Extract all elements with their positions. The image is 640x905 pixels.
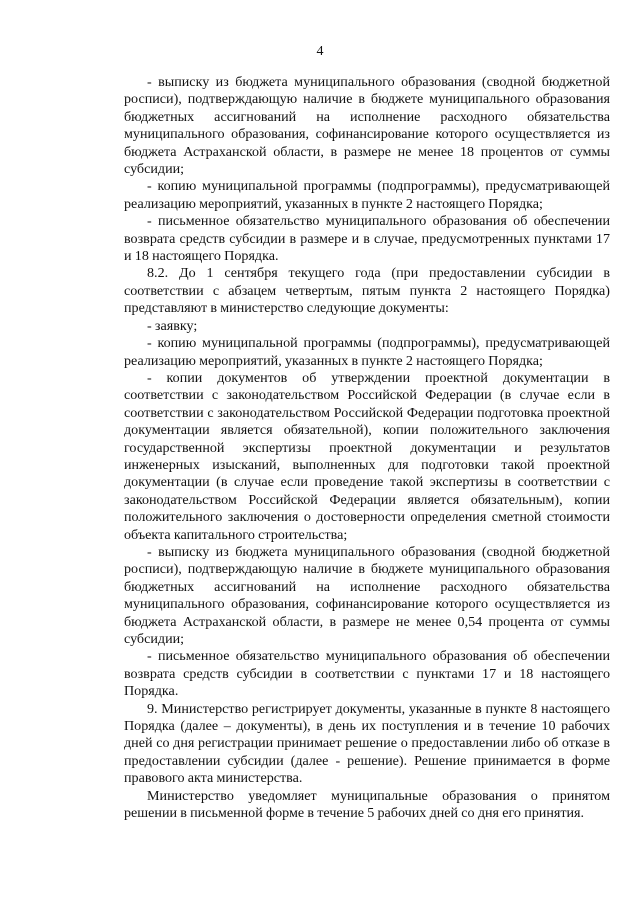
paragraph-8-2: 8.2. До 1 сентября текущего года (при предоставлении субсидии в соответствии с абзацем четвертым, пятым пункта 2 настоящего Порядка) представляют в министерство следующие документы: [124,265,610,317]
paragraph-budget-extract-18: - выписку из бюджета муниципального образования (сводной бюджетной росписи), подтверждающую наличие в бюджете муниципального образования бюджетных ассигнований на исполнение расходного обязательства муниципального образования, софинансирование которого осуществляется из бюджета Астраханской области, в размере не менее 18 процентов от суммы субсидии; [124,74,610,178]
paragraph-program-copy-2: - копию муниципальной программы (подпрограммы), предусматривающей реализацию мероприятий, указанных в пункте 2 настоящего Порядка; [124,335,610,369]
paragraph-9: 9. Министерство регистрирует документы, указанные в пункте 8 настоящего Порядка (далее – документы), в день их поступления и в течение 10 рабочих дней со дня регистрации принимает решение о предоставлении либо об отказе в предоставлении субсидии (далее - решение). Решение принимается в форме правового акта министерства. [124,700,610,787]
paragraph-budget-extract-054: - выписку из бюджета муниципального образования (сводной бюджетной росписи), подтверждающую наличие в бюджете муниципального образования бюджетных ассигнований на исполнение расходного обязательства муниципального образования, софинансирование которого осуществляется из бюджета Астраханской области, в размере не менее 0,54 процента от суммы субсидии; [124,543,610,647]
paragraph-refund-obligation: - письменное обязательство муниципального образования об обеспечении возврата средств субсидии в размере и в случае, предусмотренных пунктами 17 и 18 настоящего Порядка. [124,213,610,265]
paragraph-notification: Министерство уведомляет муниципальные образования о принятом решении в письменной форме в течение 5 рабочих дней со дня его принятия. [124,787,610,822]
paragraph-refund-obligation-2: - письменное обязательство муниципального образования об обеспечении возврата средств субсидии в соответствии с пунктами 17 и 18 настоящего Порядка. [124,648,610,700]
paragraph-program-copy: - копию муниципальной программы (подпрограммы), предусматривающей реализацию мероприятий, указанных в пункте 2 настоящего Порядка; [124,178,610,212]
document-body [124,74,610,822]
paragraph-application: - заявку; [147,317,198,334]
paragraph-project-documents: - копии документов об утверждении проектной документации в соответствии с законодательством Российской Федерации (в случае если в соответствии с законодательством Российской Федерации подготовка проектной документации является обязательной), копии положительного заключения государственной экспертизы проектной документации и результатов инженерных изысканий, выполненных для подготовки такой проектной документации (в случае если проведение такой экспертизы в соответствии с законодательством Российской Федерации является обязательным), копии положительного заключения о достоверности определения сметной стоимости объекта капитального строительства; [124,369,610,543]
page-number: 4 [316,44,324,59]
